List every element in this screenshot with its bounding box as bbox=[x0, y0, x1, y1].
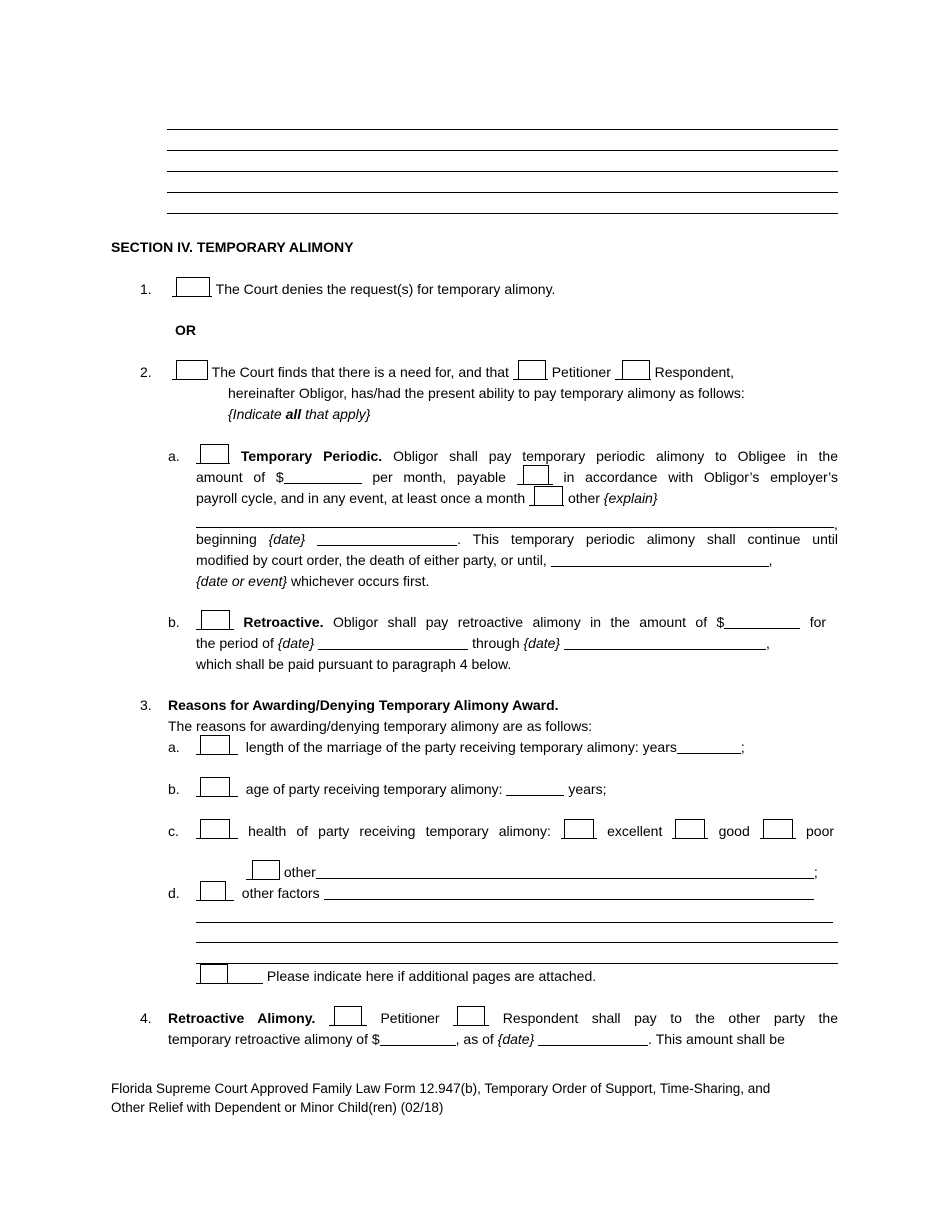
item-letter: c. bbox=[168, 823, 179, 839]
footer-text: Other Relief with Dependent or Minor Child(ren) (02/18) bbox=[111, 1100, 444, 1115]
text: other bbox=[283, 864, 316, 880]
poor-checkbox[interactable] bbox=[760, 821, 796, 839]
good-checkbox[interactable] bbox=[672, 821, 708, 839]
other-factors-field[interactable] bbox=[324, 885, 814, 900]
item-number: 1. bbox=[140, 281, 152, 297]
health-checkbox[interactable] bbox=[196, 821, 238, 839]
period-start-field[interactable] bbox=[318, 635, 468, 650]
petitioner-label: Petitioner bbox=[551, 364, 611, 380]
item4-petitioner-checkbox[interactable] bbox=[329, 1008, 367, 1026]
text: length of the marriage of the party receiving temporary alimony: years bbox=[245, 739, 677, 755]
item4-respondent-checkbox[interactable] bbox=[453, 1008, 489, 1026]
text: beginning bbox=[196, 531, 257, 547]
text: Respondent shall pay to the other party the bbox=[502, 1010, 839, 1026]
age-checkbox[interactable] bbox=[196, 779, 238, 797]
until-field[interactable] bbox=[551, 552, 769, 567]
text: {date} bbox=[268, 531, 306, 547]
other-factors-checkbox[interactable] bbox=[196, 883, 234, 901]
text: {date} bbox=[497, 1031, 535, 1047]
item-letter: b. bbox=[168, 781, 180, 797]
text: age of party receiving temporary alimony: bbox=[245, 781, 503, 797]
deny-checkbox[interactable] bbox=[172, 279, 212, 297]
text: Please indicate here if additional pages are attached. bbox=[266, 968, 597, 984]
other-checkbox[interactable] bbox=[529, 488, 564, 506]
as-of-date-field[interactable] bbox=[538, 1031, 648, 1046]
other-factors-line[interactable] bbox=[196, 922, 833, 923]
years-field[interactable] bbox=[677, 739, 741, 754]
item-number: 4. bbox=[140, 1010, 152, 1026]
health-other-checkbox[interactable] bbox=[246, 862, 280, 880]
excellent-checkbox[interactable] bbox=[561, 821, 597, 839]
item-letter: a. bbox=[168, 739, 180, 755]
obligor-text: hereinafter Obligor, has/had the present ability to pay temporary alimony as follows: bbox=[228, 385, 745, 401]
petitioner-checkbox[interactable] bbox=[513, 362, 548, 380]
deny-text: The Court denies the request(s) for temporary alimony. bbox=[215, 281, 556, 297]
instruction-text: {Indicate all that apply} bbox=[228, 406, 371, 422]
text: excellent bbox=[607, 823, 663, 839]
retroactive-title: Retroactive. bbox=[243, 614, 324, 630]
blank-line[interactable] bbox=[167, 213, 838, 214]
text: , bbox=[834, 516, 838, 532]
text: The reasons for awarding/denying temporary alimony are as follows: bbox=[168, 718, 593, 734]
period-end-field[interactable] bbox=[564, 635, 766, 650]
reasons-title: Reasons for Awarding/Denying Temporary Alimony Award. bbox=[168, 697, 559, 713]
text: health of party receiving temporary alimony: bbox=[248, 823, 551, 839]
footer-text: Florida Supreme Court Approved Family Law Form 12.947(b), Temporary Order of Support, Time-Sharing, and bbox=[111, 1081, 771, 1096]
text: modified by court order, the death of either party, or until, bbox=[196, 552, 547, 568]
text: . This temporary periodic alimony shall continue until bbox=[457, 531, 838, 547]
text: {date} bbox=[523, 635, 561, 651]
text: {date} bbox=[277, 635, 315, 651]
beginning-date-field[interactable] bbox=[317, 531, 457, 546]
text: temporary retroactive alimony of $ bbox=[168, 1031, 380, 1047]
item-letter: d. bbox=[168, 885, 180, 901]
additional-pages-checkbox[interactable] bbox=[196, 966, 263, 984]
item-number: 3. bbox=[140, 697, 152, 713]
text: other factors bbox=[241, 885, 320, 901]
item-number: 2. bbox=[140, 364, 152, 380]
text: , as of bbox=[455, 1031, 494, 1047]
blank-line[interactable] bbox=[167, 129, 838, 130]
temporary-periodic-checkbox[interactable] bbox=[196, 446, 230, 464]
text: the period of bbox=[196, 635, 274, 651]
age-field[interactable] bbox=[506, 781, 564, 796]
other-factors-line[interactable] bbox=[196, 963, 838, 964]
retroactive-alimony-title: Retroactive Alimony. bbox=[168, 1010, 316, 1026]
text: years; bbox=[568, 781, 607, 797]
text: {explain} bbox=[603, 490, 658, 506]
text: which shall be paid pursuant to paragraph 4 below. bbox=[196, 656, 512, 672]
text: other bbox=[567, 490, 600, 506]
other-factors-line[interactable] bbox=[196, 942, 838, 943]
blank-line[interactable] bbox=[167, 171, 838, 172]
text: in accordance with Obligor’s employer’s bbox=[563, 469, 839, 485]
text: payroll cycle, and in any event, at least once a month bbox=[196, 490, 526, 506]
retroactive-amount-field[interactable] bbox=[724, 614, 800, 629]
text: per month, payable bbox=[372, 469, 506, 485]
retro-amount-field[interactable] bbox=[380, 1031, 456, 1046]
amount-field[interactable] bbox=[284, 469, 362, 484]
retroactive-checkbox[interactable] bbox=[196, 612, 234, 630]
text: through bbox=[472, 635, 520, 651]
temporary-periodic-title: Temporary Periodic. bbox=[240, 448, 383, 464]
or-label: OR bbox=[175, 322, 196, 338]
text: Obligor shall pay retroactive alimony in the amount of $ bbox=[333, 614, 725, 630]
blank-line[interactable] bbox=[167, 192, 838, 193]
respondent-label: Respondent, bbox=[654, 364, 735, 380]
explain-field[interactable] bbox=[196, 527, 834, 528]
respondent-checkbox[interactable] bbox=[615, 362, 651, 380]
text: Petitioner bbox=[380, 1010, 440, 1026]
text: whichever occurs first. bbox=[287, 573, 430, 589]
health-other-field[interactable] bbox=[316, 864, 814, 879]
text: . This amount shall be bbox=[648, 1031, 785, 1047]
text: {date or event} bbox=[196, 573, 288, 589]
section-title: SECTION IV. TEMPORARY ALIMONY bbox=[111, 239, 354, 255]
text: good bbox=[718, 823, 750, 839]
item-letter: b. bbox=[168, 614, 180, 630]
blank-line[interactable] bbox=[167, 150, 838, 151]
marriage-length-checkbox[interactable] bbox=[196, 737, 238, 755]
text: Obligor shall pay temporary periodic alimony to Obligee in the bbox=[393, 448, 838, 464]
need-text: The Court finds that there is a need for, and that bbox=[211, 364, 509, 380]
text: poor bbox=[806, 823, 835, 839]
text: for bbox=[809, 614, 827, 630]
payroll-cycle-checkbox[interactable] bbox=[517, 467, 553, 485]
need-checkbox[interactable] bbox=[172, 362, 208, 380]
text: amount of $ bbox=[196, 469, 284, 485]
item-letter: a. bbox=[168, 448, 180, 464]
